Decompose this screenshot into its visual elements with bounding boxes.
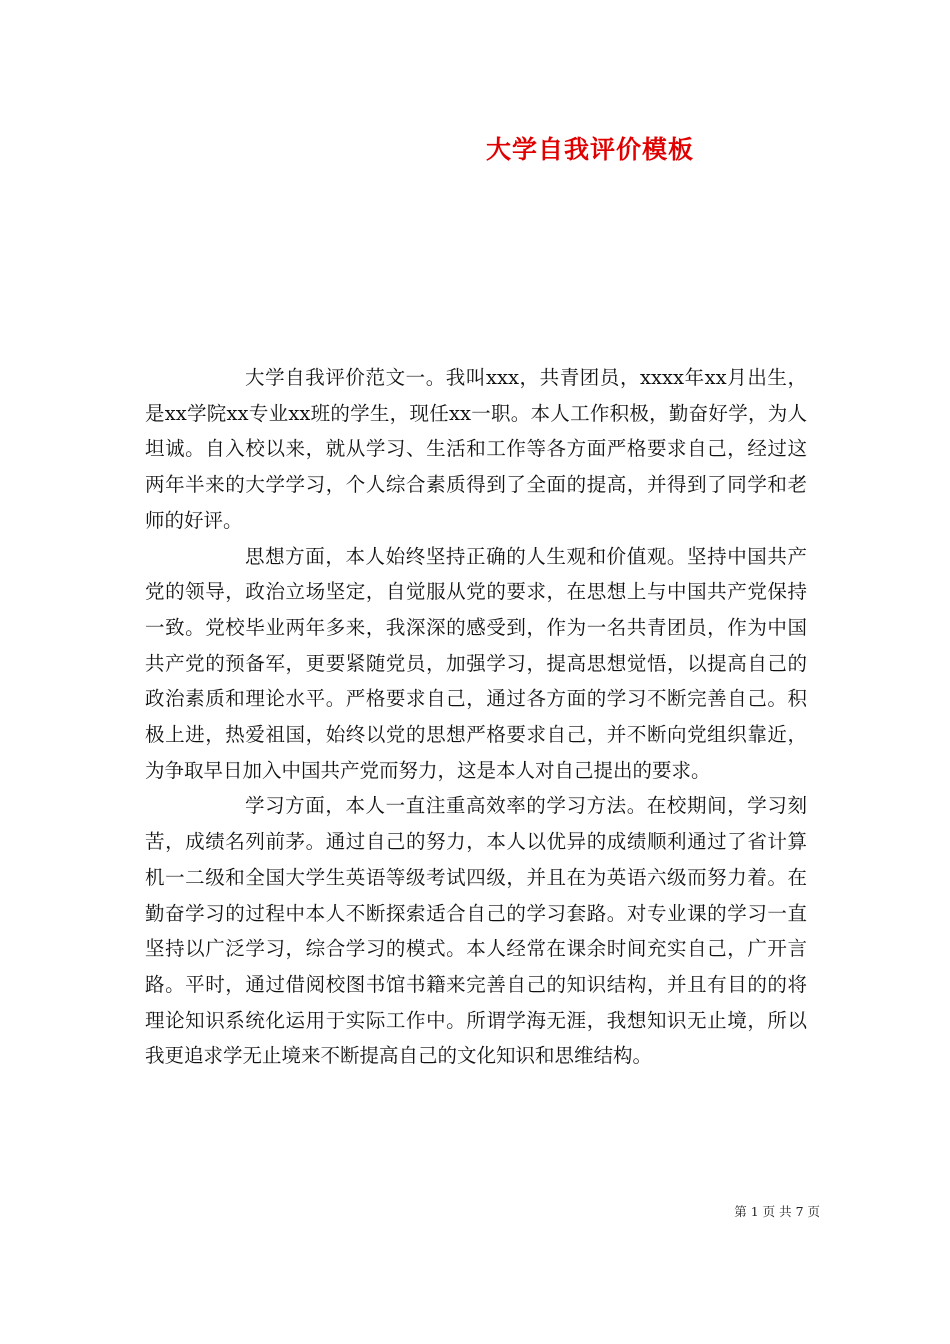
page-number-footer: 第 1 页 共 7 页 bbox=[734, 1204, 820, 1219]
document-title: 大学自我评价模板 bbox=[485, 135, 694, 164]
paragraph-ideology: 思想方面，本人始终坚持正确的人生观和价值观。坚持中国共产党的领导，政治立场坚定，自觉服从党的要求，在思想上与中国共产党保持一致。党校毕业两年多来，我深深的感受到，作为一名共青团员，作为中国共产党的预备军，更要紧随党员，加强学习，提高思想觉悟，以提高自己的政治素质和理论水平。严格要求自己，通过各方面的学习不断完善自己。积极上进，热爱祖国，始终以党的思想严格要求自己，并不断向党组织靠近，为争取早日加入中国共产党而努力，这是本人对自己提出的要求。 bbox=[145, 544, 807, 782]
paragraph-study: 学习方面，本人一直注重高效率的学习方法。在校期间，学习刻苦，成绩名列前茅。通过自己的努力，本人以优异的成绩顺利通过了省计算机一二级和全国大学生英语等级考试四级，并且在为英语六级而努力着。在勤奋学习的过程中本人不断探索适合自己的学习套路。对专业课的学习一直坚持以广泛学习，综合学习的模式。本人经常在课余时间充实自己，广开言路。平时，通过借阅校图书馆书籍来完善自己的知识结构，并且有目的的将理论知识系统化运用于实际工作中。所谓学海无涯，我想知识无止境，所以我更追求学无止境来不断提高自己的文化知识和思维结构。 bbox=[145, 794, 807, 1068]
paragraph-intro: 大学自我评价范文一。我叫xxx，共青团员，xxxx年xx月出生，是xx学院xx专业xx班的学生，现任xx一职。本人工作积极，勤奋好学，为人坦诚。自入校以来，就从学习、生活和工作等各方面严格要求自己，经过这两年半来的大学学习，个人综合素质得到了全面的提高，并得到了同学和老师的好评。 bbox=[145, 366, 807, 532]
document-body bbox=[145, 360, 807, 1074]
